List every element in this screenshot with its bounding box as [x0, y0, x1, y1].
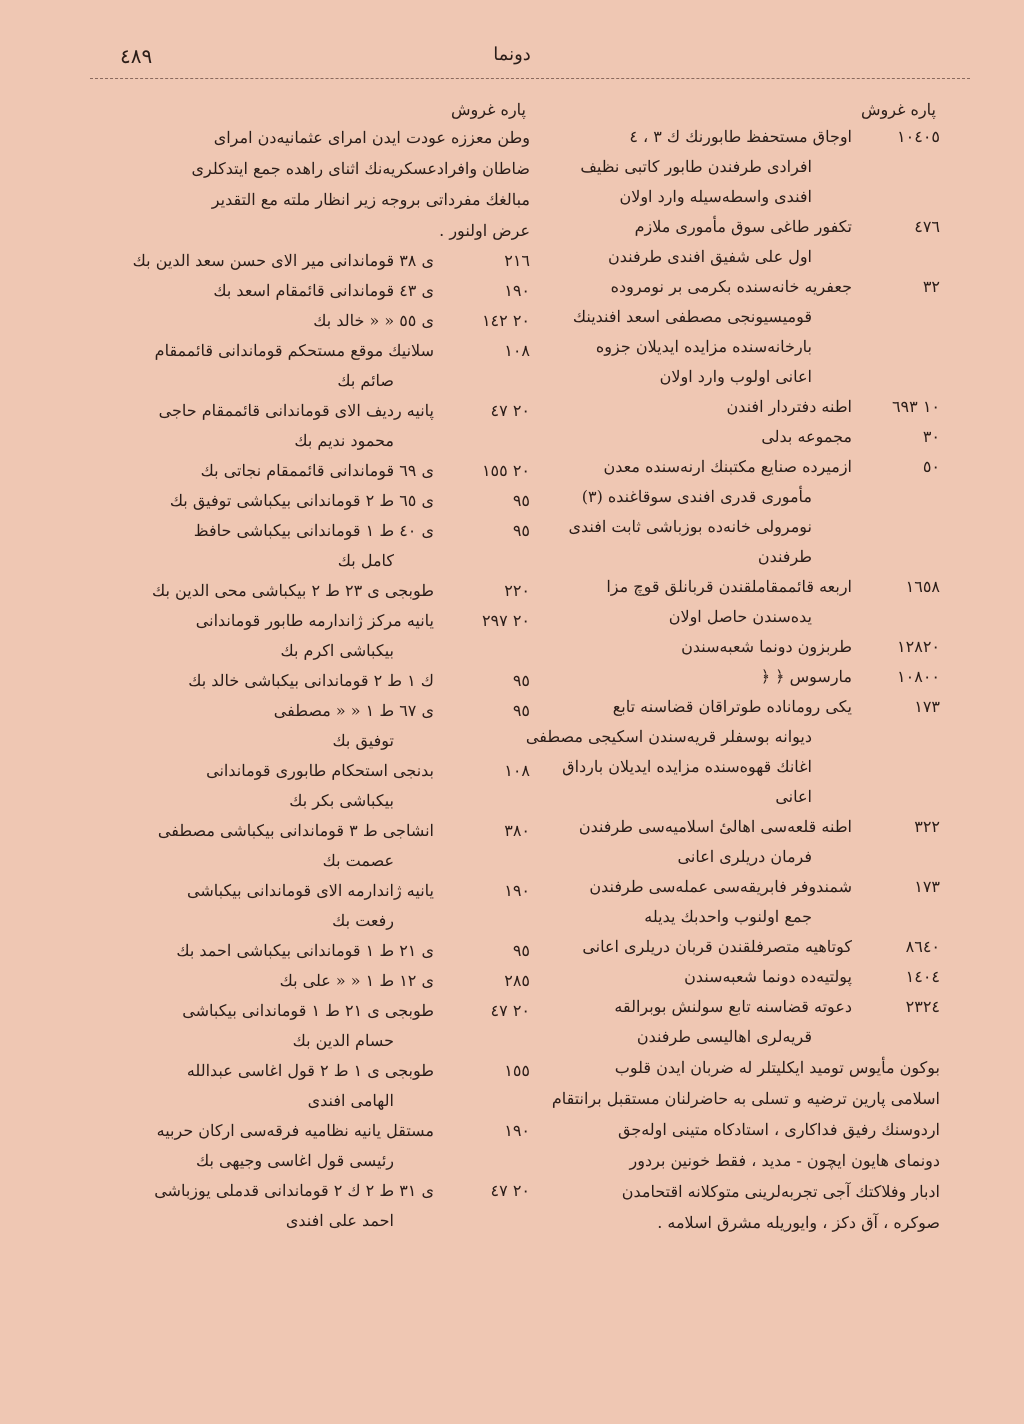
entry-amount: ٨٦٤٠: [905, 937, 940, 956]
entry-amount: ١٩٠: [504, 881, 530, 900]
ledger-entry: [74, 246, 530, 276]
entry-description: [536, 962, 852, 992]
entry-amount: ١٦٥٨: [905, 577, 940, 596]
entry-description: [74, 1176, 434, 1236]
ledger-entry: [536, 812, 940, 872]
entry-line: پولتيه‌ده دونما شعبه‌سندن: [684, 967, 852, 986]
entry-description: [74, 456, 434, 486]
entry-amount: ٩٥: [512, 701, 530, 720]
entry-amount: ٢٠ ٤٧: [490, 1001, 530, 1020]
entry-amount: ١٠٨: [504, 761, 530, 780]
entry-description: [536, 392, 852, 422]
entry-line: اطنه قلعه‌سی اهالیٔ اسلاميه‌سی طرفندن: [578, 817, 852, 836]
entry-line: افرادی طرفندن طابور كاتبی نظيف: [580, 157, 812, 176]
running-title: دونما: [493, 44, 531, 65]
entry-line: مأموری قدری افندی سوقاغنده (٣): [581, 487, 812, 506]
entry-amount: ٩٥: [512, 521, 530, 540]
ledger-entry: [536, 632, 940, 662]
ledger-entry: [536, 662, 940, 692]
ledger-entry: [536, 992, 940, 1052]
entry-description: [536, 662, 852, 692]
entry-description: [536, 992, 852, 1052]
ledger-entry: [74, 486, 530, 516]
ledger-entry: [74, 1116, 530, 1176]
entry-line: جمع اولنوب واحدبك يديله: [644, 907, 812, 926]
entry-description: [536, 422, 852, 452]
entry-amount: ٢١٦: [504, 251, 530, 270]
entry-line: مستقل يانيه نظاميه فرقه‌سی اركان حربيه: [156, 1121, 434, 1140]
ledger-entry: [74, 996, 530, 1056]
entry-line: اطنه دفتردار افندن: [726, 397, 852, 416]
ledger-entry: [536, 392, 940, 422]
entry-amount: ٣٠: [922, 427, 940, 446]
entry-amount: ١٩٠: [504, 1121, 530, 1140]
ledger-entry: [74, 1176, 530, 1236]
closing-paragraph: [536, 1052, 940, 1238]
entry-amount: ٢٨٥: [504, 971, 530, 990]
entry-description: [536, 122, 852, 212]
ledger-entry: [536, 962, 940, 992]
entry-description: [74, 996, 434, 1056]
entry-line: كوتاهيه متصرفلقندن قربان دريلری اعانی: [582, 937, 852, 956]
ledger-entry: [74, 666, 530, 696]
entry-line: نومرولی خانه‌ده بوزباشی ثابت افندی: [568, 517, 812, 536]
ledger-entry: [74, 276, 530, 306]
column-header: پاره غروش: [861, 100, 936, 119]
entry-amount: ١٤٠٤: [905, 967, 940, 986]
entry-description: [74, 306, 434, 336]
entry-description: [74, 396, 434, 456]
ledger-entry: [74, 306, 530, 336]
entry-line: ديوانه بوسفلر قريه‌سندن اسكيجی مصطفی: [525, 727, 812, 746]
ledger-entries: [525, 122, 940, 1052]
entry-amount: ١٠ ٦٩٣: [891, 397, 940, 416]
page-header: [0, 44, 1024, 74]
ledger-entry: [536, 572, 940, 632]
entry-description: [74, 516, 434, 576]
entry-line: يكی روماناده طوتراقان قضاسنه تابع: [612, 697, 852, 716]
entry-line: يانيه ژاندارمه الای قوماندانی بيكباشی: [187, 881, 434, 900]
entry-line: بيكباشی بكر بك: [289, 791, 394, 810]
entry-line: طوبجی ی ٢٣ ط ٢ بيكباشی محی الدين بك: [152, 581, 434, 600]
ledger-entry: [536, 422, 940, 452]
right-column: [525, 98, 940, 1238]
entry-amount: ٣٢: [922, 277, 940, 296]
entry-line: پانيه ردیف الای قوماندانی قائممقام حاجی: [158, 401, 434, 420]
entry-amount: ١٠٨: [504, 341, 530, 360]
left-column: [74, 98, 530, 1236]
entry-description: [74, 816, 434, 876]
entry-description: [74, 966, 434, 996]
entry-line: اغانك قهوه‌سنده مزايده ايديلان بارداق: [562, 757, 812, 776]
entry-line: فرمان دريلری اعانی: [677, 847, 812, 866]
entry-line: قريه‌لری اهاليسی طرفندن: [636, 1027, 812, 1046]
entry-description: [74, 486, 434, 516]
paragraph-line: عرض اولنور .: [439, 221, 530, 240]
entry-amount: ٥٠: [922, 457, 940, 476]
paragraph-line: صوكره ، آق دكز ، وايوريله مشرق اسلامه .: [657, 1213, 940, 1232]
entry-line: يده‌سندن حاصل اولان: [668, 607, 812, 626]
entry-description: [536, 812, 852, 872]
entry-line: ی ٤٠ ط ١ قوماندانی بيكباشی حافظ: [193, 521, 434, 540]
paragraph-line: اردوسنك رفيق فداكاری ، استادكاه متينی اوله‌جق: [617, 1120, 940, 1139]
entry-line: اول علی شفيق افندی طرفندن: [607, 247, 812, 266]
entry-description: [536, 872, 852, 932]
entry-line: صائم بك: [337, 371, 394, 390]
entry-line: ی ٦٥ ط ٢ قوماندانی بيكباشی توفيق بك: [169, 491, 434, 510]
paragraph-line: مبالغك مفرداتی بروجه زير انظار ملته مع التقدير: [211, 190, 530, 209]
entry-line: ی ١٢ ط ١ « « علی بك: [279, 971, 434, 990]
ledger-entry: [74, 756, 530, 816]
entry-line: اعانی اولوب وارد اولان: [659, 367, 812, 386]
paragraph-line: ضاطان وافرادعسكريه‌نك اثنای راهده جمع ايتدكلری: [191, 159, 530, 178]
entry-description: [74, 606, 434, 666]
entry-amount: ١٢٨٢٠: [897, 637, 940, 656]
entry-line: اعانی: [775, 787, 812, 806]
entry-description: [74, 876, 434, 936]
entry-line: حسام الدين بك: [292, 1031, 394, 1050]
entry-line: بيكباشی اكرم بك: [280, 641, 394, 660]
entry-amount: ١٥٥: [504, 1061, 530, 1080]
entry-description: [526, 692, 852, 812]
entry-line: رفعت بك: [332, 911, 394, 930]
entry-description: [74, 246, 434, 276]
ledger-entry: [74, 936, 530, 966]
ledger-entry: [74, 816, 530, 876]
entry-line: ی ٦٩ قوماندانی قائممقام نجاتی بك: [200, 461, 434, 480]
entry-line: ك ١ ط ٢ قوماندانی بيكباشی خالد بك: [188, 671, 434, 690]
entry-line: انشاجی ط ٣ قوماندانی بيكباشی مصطفی: [157, 821, 434, 840]
entry-description: [74, 756, 434, 816]
entry-amount: ٢٠ ٤٧: [490, 1181, 530, 1200]
ledger-entry: [74, 456, 530, 486]
entry-line: ی ٢١ ط ١ قوماندانی بيكباشی احمد بك: [176, 941, 434, 960]
entry-description: [74, 666, 434, 696]
entry-description: [74, 276, 434, 306]
entry-line: سلانيك موقع مستحكم قوماندانی قائممقام: [154, 341, 434, 360]
entry-line: اوجاق مستحفظ طابورنك ك ٣ ، ٤: [629, 127, 852, 146]
column-header: پاره غروش: [451, 100, 526, 119]
intro-paragraph: [74, 122, 530, 246]
ledger-entry: [74, 576, 530, 606]
ledger-entry: [536, 212, 940, 272]
entry-amount: ٣٢٢: [914, 817, 940, 836]
entry-description: [536, 272, 852, 392]
entry-line: مارسوس ﴿ ﴿: [760, 667, 852, 686]
entry-description: [74, 576, 434, 606]
entry-line: بدنجی استحكام طابوری قوماندانی: [206, 761, 434, 780]
entry-description: [74, 336, 434, 396]
ledger-entry: [536, 872, 940, 932]
entry-line: عصمت بك: [322, 851, 394, 870]
ledger-entries: [74, 246, 530, 1236]
entry-line: ی ٣٨ قوماندانی مير الای حسن سعد الدين بك: [132, 251, 434, 270]
entry-description: [74, 1056, 434, 1116]
ledger-entry: [536, 452, 940, 572]
entry-line: ی ٥٥ « « خالد بك: [313, 311, 434, 330]
page-number: ٤٨٩: [120, 44, 153, 68]
entry-line: افندی واسطه‌سيله وارد اولان: [619, 187, 812, 206]
entry-amount: ١٠٤٠٥: [897, 127, 940, 146]
entry-line: ی ٤٣ قوماندانی قائمقام اسعد بك: [213, 281, 434, 300]
entry-description: [74, 696, 434, 756]
entry-amount: ١٠٨٠٠: [897, 667, 940, 686]
entry-amount: ٢٣٢٤: [905, 997, 940, 1016]
ledger-entry: [74, 696, 530, 756]
entry-amount: ٣٨٠: [504, 821, 530, 840]
entry-amount: ٤٧٦: [914, 217, 940, 236]
entry-line: شمندوفر فابریقه‌سی عمله‌سی طرفندن: [589, 877, 852, 896]
entry-line: ازمیرده صنایع مكتبنك ارنه‌سنده معدن: [603, 457, 852, 476]
paragraph-line: وطن معززه عودت ايدن امرای عثمانيه‌دن امرای: [213, 128, 530, 147]
ledger-entry: [74, 516, 530, 576]
header-divider: [90, 78, 970, 79]
entry-line: دعوته قضاسنه تابع سولنش بوبرالقه: [614, 997, 852, 1016]
ledger-entry: [74, 876, 530, 936]
ledger-entry: [536, 932, 940, 962]
entry-amount: ٢٠ ٢٩٧: [481, 611, 530, 630]
entry-line: بارخانه‌سنده مزايده ايديلان جزوه: [595, 337, 812, 356]
ledger-entry: [525, 692, 940, 812]
entry-description: [536, 212, 852, 272]
entry-line: رئيسی قول اغاسی وجيهی بك: [195, 1151, 394, 1170]
paragraph-line: دونمای هايون ايچون - مديد ، فقط خونين بردور: [629, 1151, 940, 1170]
entry-description: [536, 932, 852, 962]
entry-amount: ١٧٣: [914, 877, 940, 896]
entry-amount: ١٩٠: [504, 281, 530, 300]
ledger-entry: [536, 272, 940, 392]
entry-amount: ١٧٣: [914, 697, 940, 716]
entry-description: [536, 632, 852, 662]
entry-amount: ٢٠ ١٥٥: [481, 461, 530, 480]
paragraph-line: ادبار وفلاكتك آجی تجربه‌لرینی متوكلانه اقتحامدن: [621, 1182, 940, 1201]
entry-line: طوبجی ی ٢١ ط ١ قوماندانی بيكباشی: [182, 1001, 434, 1020]
entry-line: الهامی افندی: [307, 1091, 394, 1110]
entry-description: [74, 1116, 434, 1176]
entry-line: احمد علی افندی: [285, 1211, 394, 1230]
entry-line: طوبجی ی ١ ط ٢ قول اغاسی عبدالله: [186, 1061, 434, 1080]
ledger-entry: [536, 122, 940, 212]
entry-amount: ٢٠ ١٤٢: [481, 311, 530, 330]
entry-amount: ٩٥: [512, 491, 530, 510]
ledger-entry: [74, 336, 530, 396]
ledger-entry: [74, 966, 530, 996]
entry-line: اربعه قائممقاملقندن قربانلق قوچ مزا: [606, 577, 852, 596]
ledger-entry: [74, 1056, 530, 1116]
entry-line: طرفندن: [757, 547, 812, 566]
entry-line: توفيق بك: [332, 731, 394, 750]
entry-line: قومیسیونجی مصطفی اسعد افندينك: [572, 307, 812, 326]
entry-amount: ٩٥: [512, 671, 530, 690]
entry-line: تكفور طاغی سوق مأموری ملازم: [634, 217, 852, 236]
entry-line: جعفريه خانه‌سنده بكرمی بر نومروده: [610, 277, 852, 296]
paragraph-line: اسلامی پارين ترضيه و تسلی به حاضرلنان مستقبل برانتقام: [551, 1089, 940, 1108]
entry-line: طربزون دونما شعبه‌سندن: [681, 637, 852, 656]
entry-line: ی ٣١ ط ٢ ك ٢ قوماندانی قدملی يوزباشی: [154, 1181, 434, 1200]
entry-line: ی ٦٧ ط ١ « « مصطفی: [273, 701, 434, 720]
entry-description: [536, 452, 852, 572]
ledger-entry: [74, 396, 530, 456]
entry-amount: ٩٥: [512, 941, 530, 960]
ledger-entry: [74, 606, 530, 666]
paragraph-line: بوكون مأيوس توميد ايكليتلر له ضربان ايدن قلوب: [614, 1058, 940, 1077]
entry-line: مجموعه بدلی: [761, 427, 852, 446]
entry-line: يانيه مركز ژاندارمه طابور قوماندانی: [195, 611, 434, 630]
entry-description: [536, 572, 852, 632]
entry-amount: ٢٢٠: [504, 581, 530, 600]
entry-description: [74, 936, 434, 966]
entry-line: كامل بك: [337, 551, 394, 570]
entry-line: محمود ندیم بك: [294, 431, 394, 450]
entry-amount: ٢٠ ٤٧: [490, 401, 530, 420]
